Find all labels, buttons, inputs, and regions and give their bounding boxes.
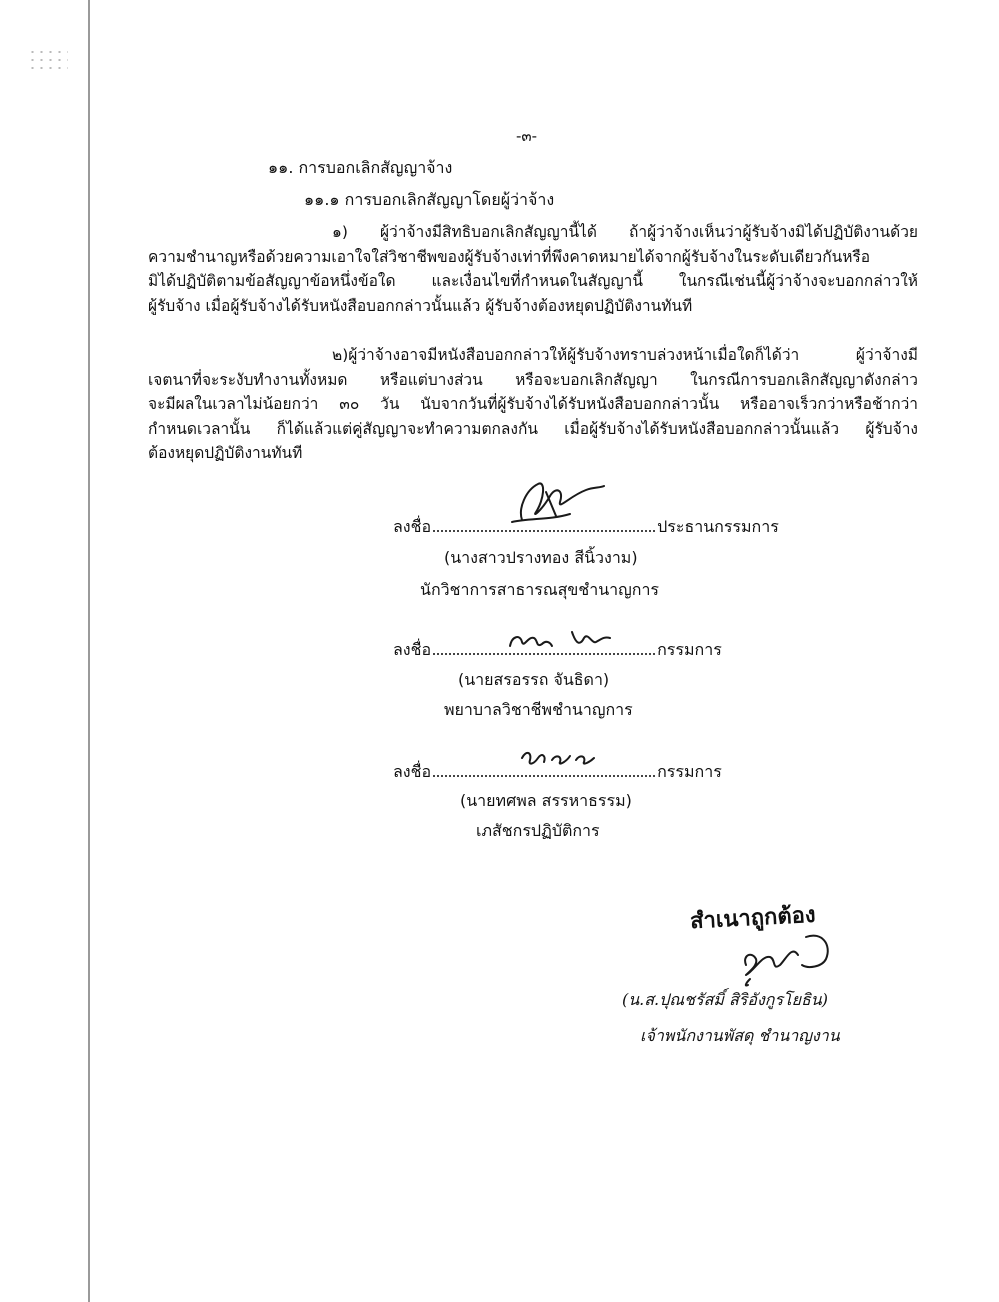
paragraph-line: ๒)ผู้ว่าจ้างอาจมีหนังสือบอกกล่าวให้ผู้รับจ้างทราบล่วงหน้าเมื่อใดก็ได้ว่า ผู้ว่าจ้างมี (332, 346, 918, 364)
signer-position: นักวิชาการสาธารณสุขชำนาญการ (420, 580, 660, 599)
page-edge-line (88, 0, 90, 1302)
termination-clause-2 (148, 343, 918, 466)
signature-line-chairperson (393, 514, 779, 540)
paragraph-line: ต้องหยุดปฏิบัติงานทันที (148, 444, 303, 462)
paragraph-line: ผู้รับจ้าง เมื่อผู้รับจ้างได้รับหนังสือบอกกล่าวนั้นแล้ว ผู้รับจ้างต้องหยุดปฏิบัติงานทันที (148, 296, 693, 315)
signer-role: ประธานกรรมการ (657, 517, 779, 536)
certified-copy-title: สำเนาถูกต้อง (689, 902, 817, 935)
termination-clause-1 (148, 220, 918, 318)
signer-name: (นายสรอรรถ จันธิดา) (458, 670, 610, 689)
signer-name: (นางสาวปรางทอง สีนิ้วงาม) (444, 548, 638, 567)
paragraph-line: ความชำนาญหรือด้วยความเอาใจใส่วิชาชีพของผู้รับจ้างเท่าที่พึงคาดหมายได้จากผู้รับจ้างในระดับเดียวกันหรือ (148, 247, 871, 266)
scan-speckles (28, 48, 68, 72)
paragraph-line: กำหนดเวลานั้น ก็ได้แล้วแต่คู่สัญญาจะทำความตกลงกัน เมื่อผู้รับจ้างได้รับหนังสือบอกกล่าวนั้นแล้ว ผู้รับจ้าง (148, 419, 918, 438)
sign-label: ลงชื่อ (393, 640, 432, 659)
signature-dotted-line (433, 759, 655, 777)
paragraph-line: เจตนาที่จะระงับทำงานทั้งหมด หรือแต่บางส่วน หรือจะบอกเลิกสัญญา ในกรณีการบอกเลิกสัญญาดังกล่าว (148, 370, 918, 389)
signer-position: เภสัชกรปฏิบัติการ (476, 821, 600, 840)
signer-role: กรรมการ (657, 640, 722, 659)
signature-dotted-line (433, 514, 655, 532)
signature-line-member-1 (393, 637, 722, 663)
certifier-signature (736, 925, 836, 987)
section-heading: ๑๑. การบอกเลิกสัญญาจ้าง (268, 158, 453, 177)
paragraph-line: ๑) ผู้ว่าจ้างมีสิทธิบอกเลิกสัญญานี้ได้ ถ้าผู้ว่าจ้างเห็นว่าผู้รับจ้างมิได้ปฏิบัติงานด้วย (332, 223, 918, 241)
paragraph-line: มิได้ปฏิบัติตามข้อสัญญาข้อหนึ่งข้อใด และเงื่อนไขที่กำหนดในสัญญานี้ ในกรณีเช่นนี้ผู้ว่าจ้างจะบอกกล่าวให้ (148, 272, 918, 290)
certifier-position: เจ้าพนักงานพัสดุ ชำนาญงาน (640, 1026, 840, 1045)
sign-label: ลงชื่อ (393, 517, 432, 536)
signature-line-member-2 (393, 759, 722, 785)
sign-label: ลงชื่อ (393, 762, 432, 781)
section-subheading: ๑๑.๑ การบอกเลิกสัญญาโดยผู้ว่าจ้าง (304, 190, 555, 209)
certifier-name: (น.ส.ปุณชรัสมิ์ สิริอังกูรโยธิน) (622, 990, 828, 1009)
signer-position: พยาบาลวิชาชีพชำนาญการ (444, 700, 633, 719)
paragraph-line: จะมีผลในเวลาไม่น้อยกว่า ๓๐ วัน นับจากวันที่ผู้รับจ้างได้รับหนังสือบอกกล่าวนั้น หรืออาจเร็วกว่าหรือช้ากว่า (148, 395, 918, 413)
page-number: -๓- (516, 127, 538, 145)
signer-role: กรรมการ (657, 762, 722, 781)
signature-dotted-line (433, 637, 655, 655)
signer-name: (นายทศพล สรรหาธรรม) (460, 791, 632, 810)
